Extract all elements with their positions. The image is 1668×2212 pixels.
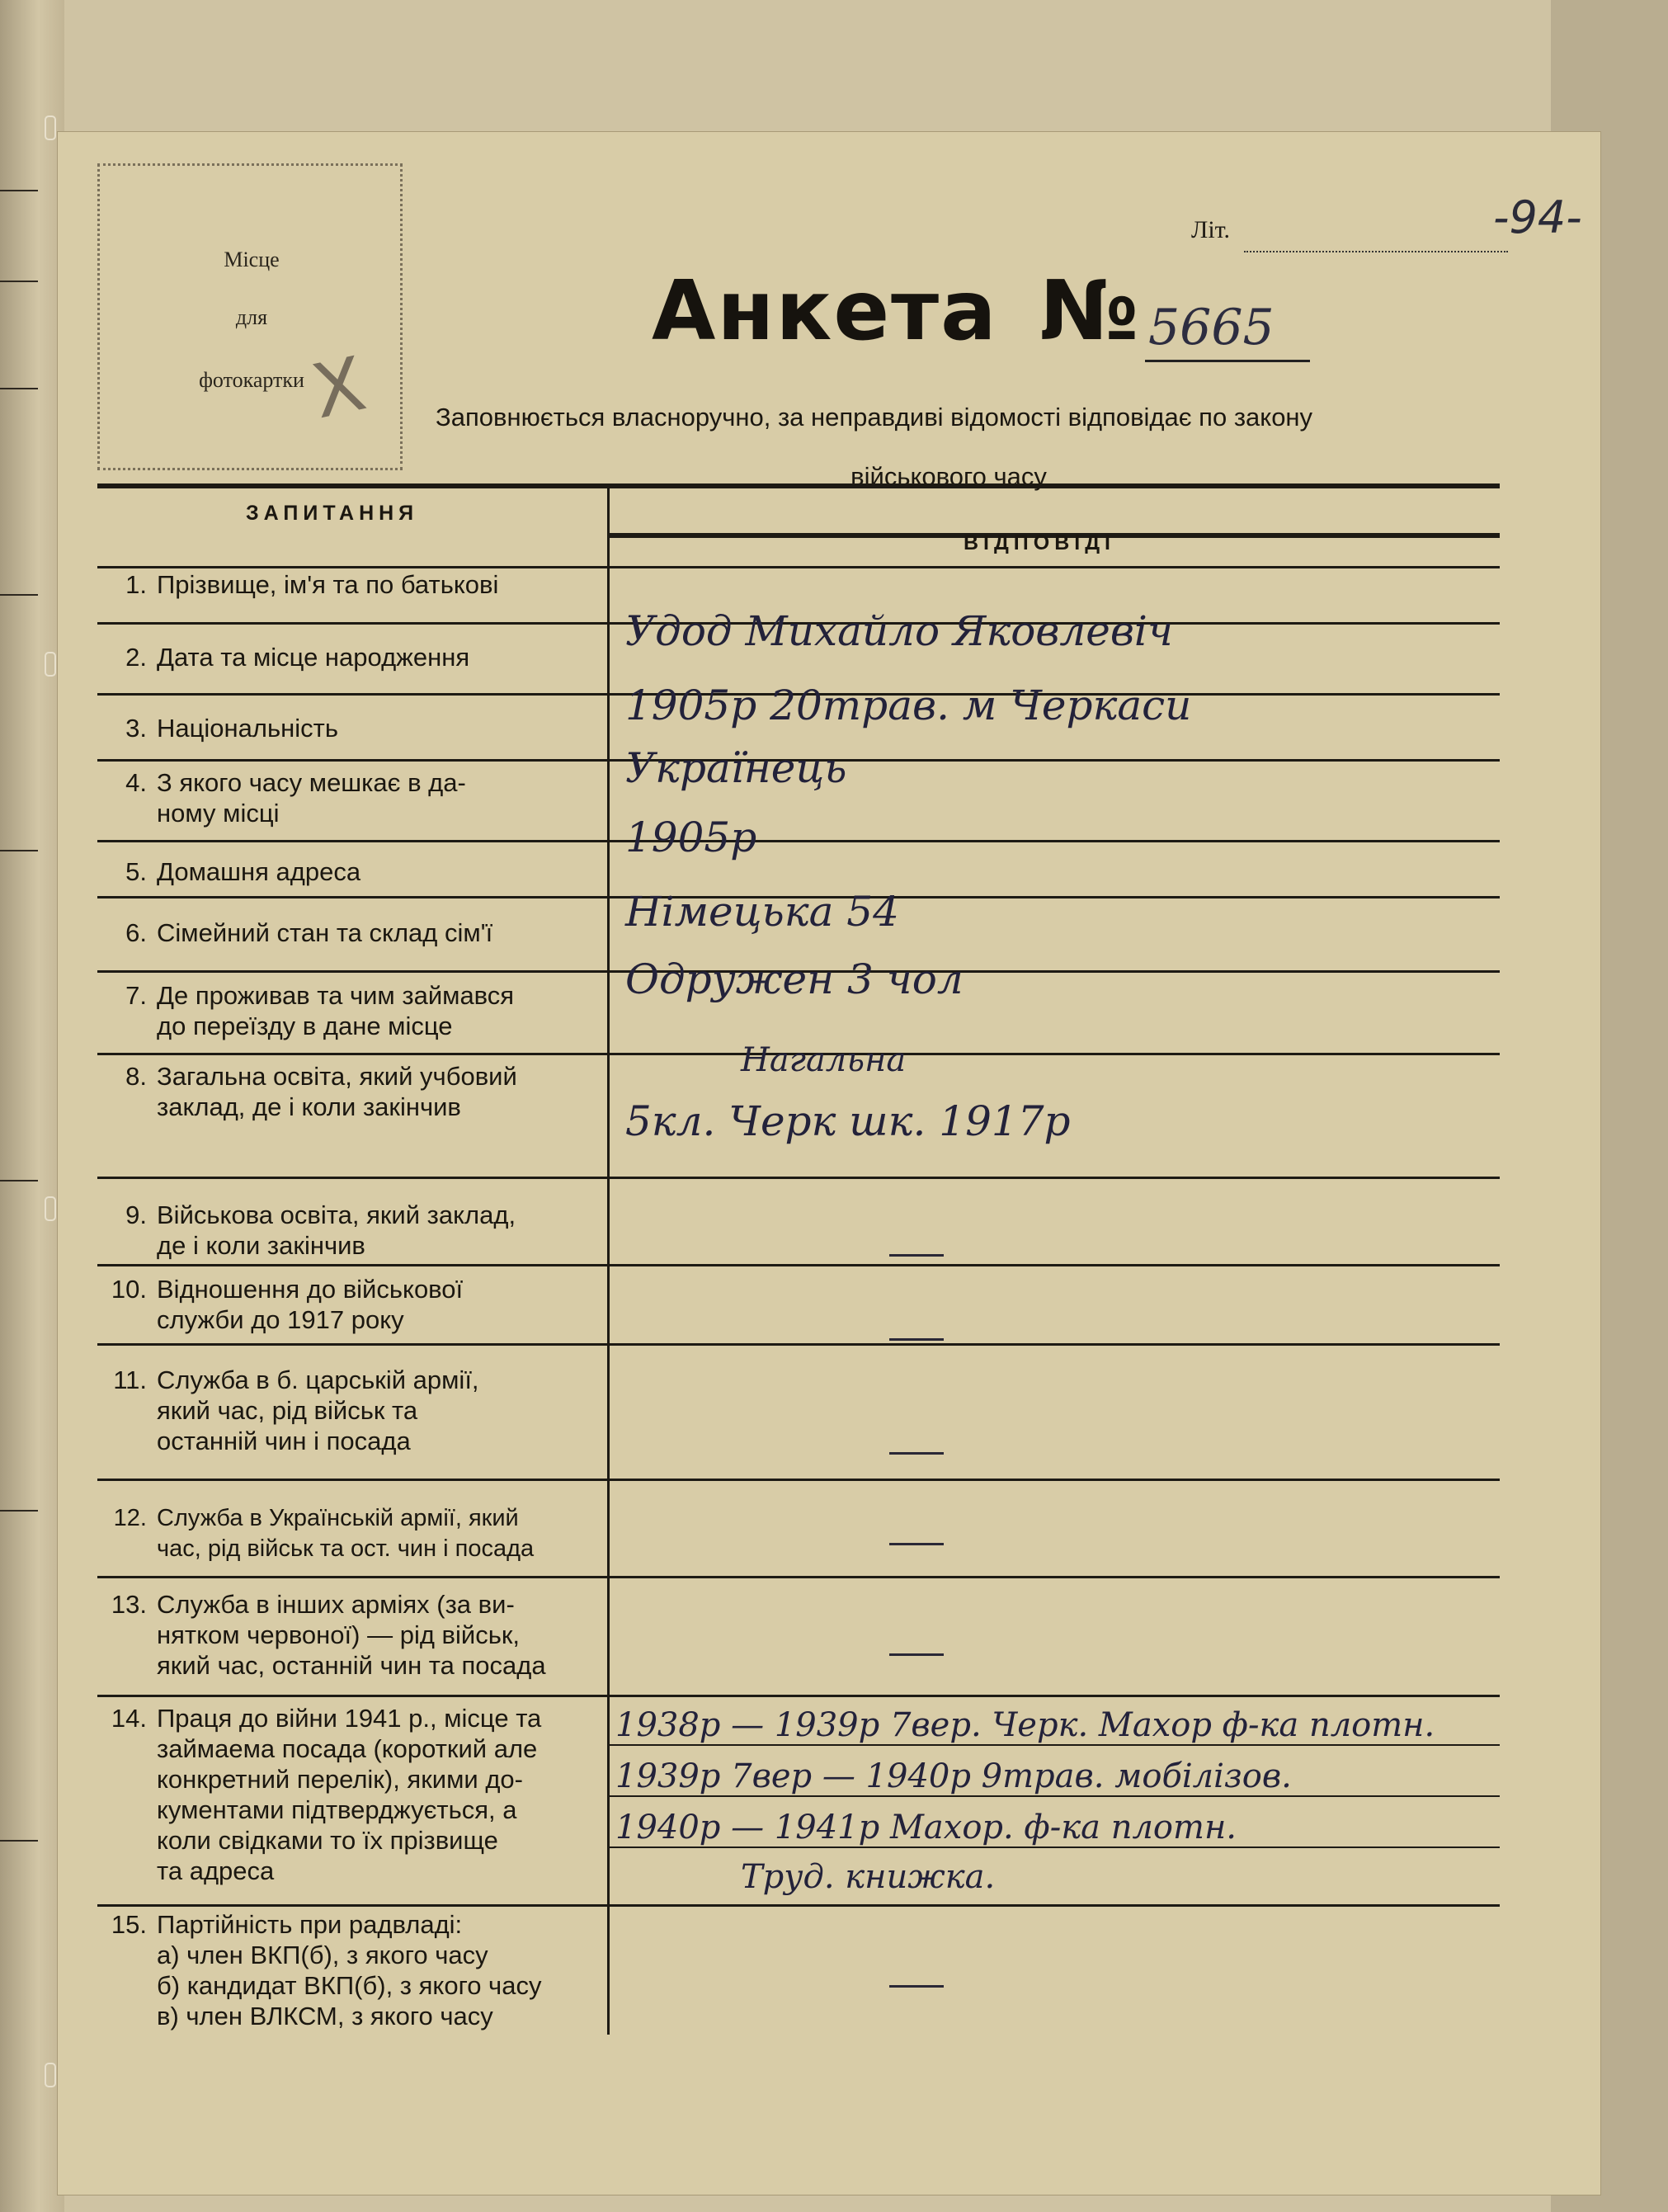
binding-stitch xyxy=(45,1196,56,1221)
spine-rule xyxy=(0,1180,38,1181)
answer-14-line2: 1939р 7вер — 1940р 9трав. мобілізов. xyxy=(615,1757,1292,1795)
question-text: нятком червоної) — рід військ, xyxy=(157,1620,521,1649)
question-number: 6. xyxy=(125,918,147,947)
question-number: 5. xyxy=(125,857,147,886)
question-text: ному місці xyxy=(157,799,280,828)
question-text: до переїзду в дане місце xyxy=(157,1012,453,1040)
question-number: 9. xyxy=(125,1200,147,1229)
answer-13-dash xyxy=(889,1653,944,1656)
question-number: 15. xyxy=(111,1910,147,1939)
question-text: Прізвище, ім'я та по батькові xyxy=(157,570,499,599)
row-divider xyxy=(97,1695,1500,1697)
question-text: час, рід військ та ост. чин і посада xyxy=(157,1535,535,1562)
question-number: 14. xyxy=(111,1704,147,1733)
answer-14-line1: 1938р — 1939р 7вер. Черк. Махор ф-ка плотн. xyxy=(615,1706,1435,1744)
question-text: де і коли закінчив xyxy=(157,1231,365,1260)
answer-15-dash xyxy=(889,1985,944,1988)
question-text: конкретний перелік), якими до- xyxy=(157,1765,523,1794)
question-text: а) член ВКП(б), з якого часу xyxy=(157,1941,488,1969)
spine-rule xyxy=(0,594,38,596)
instruction-line1: Заповнюється власноручно, за неправдиві відомості відповідає по закону xyxy=(436,403,1313,432)
question-10 xyxy=(97,1274,592,1335)
question-number: 13. xyxy=(111,1590,147,1619)
page-number: -94- xyxy=(1493,191,1582,243)
pencil-cross-mark: X xyxy=(304,340,373,436)
row-divider xyxy=(97,1479,1500,1481)
spine-rule xyxy=(0,388,38,389)
row-divider xyxy=(97,1343,1500,1346)
question-text: Національність xyxy=(157,714,338,743)
answer-8-line2: 5кл. Черк шк. 1917р xyxy=(625,1097,1071,1145)
photo-label-line3: фотокартки xyxy=(199,368,304,392)
answer-rule xyxy=(609,1795,1500,1797)
answer-14-line4: Труд. книжка. xyxy=(741,1858,996,1896)
binding-stitch xyxy=(45,116,56,140)
question-text: та адреса xyxy=(157,1856,275,1885)
question-text: кументами підтверджується, а xyxy=(157,1795,517,1824)
question-15 xyxy=(97,1909,592,2031)
instruction-line2: військового часу xyxy=(850,462,1047,491)
answer-2: 1905р 20трав. м Черкаси xyxy=(625,682,1192,729)
question-text: Служба в б. царській армії, xyxy=(157,1365,479,1394)
question-11 xyxy=(97,1365,592,1456)
column-divider xyxy=(607,483,610,2035)
lit-label: Літ. xyxy=(1191,216,1231,243)
question-9 xyxy=(97,1200,592,1261)
question-12 xyxy=(97,1503,592,1564)
question-14 xyxy=(97,1703,592,1886)
answer-12-dash xyxy=(889,1543,944,1545)
question-8 xyxy=(97,1061,592,1122)
table-rule xyxy=(97,483,1500,488)
row-divider xyxy=(97,566,1500,568)
number-underline xyxy=(1145,360,1310,362)
question-number: 11. xyxy=(113,1365,147,1394)
binding-stitch xyxy=(45,2063,56,2087)
question-number: 3. xyxy=(125,714,147,743)
question-text: в) член ВЛКСМ, з якого часу xyxy=(157,2002,493,2030)
question-2 xyxy=(97,642,592,672)
question-1 xyxy=(97,569,592,600)
answer-5: Німецька 54 xyxy=(625,888,899,936)
form-title: Анкета xyxy=(652,262,998,359)
answer-1: Удод Михайло Яковлевіч xyxy=(625,607,1174,655)
question-number: 8. xyxy=(125,1062,147,1091)
answer-9-dash xyxy=(889,1254,944,1257)
answer-6: Одружен 3 чол xyxy=(625,955,964,1003)
spine-rule xyxy=(0,190,38,191)
photo-label-line1: Місце xyxy=(224,248,280,271)
spine-rule xyxy=(0,1510,38,1512)
question-text: який час, рід військ та xyxy=(157,1396,418,1425)
question-5 xyxy=(97,856,592,887)
question-text: Домашня адреса xyxy=(157,857,361,886)
question-text: Дата та місце народження xyxy=(157,643,470,672)
question-text: Відношення до військової xyxy=(157,1275,464,1304)
question-number: 2. xyxy=(125,643,147,672)
spine-rule xyxy=(0,850,38,851)
number-sign: № xyxy=(1039,262,1139,359)
answer-rule xyxy=(609,1744,1500,1746)
answer-10-dash xyxy=(889,1338,944,1341)
binding-spine xyxy=(0,0,64,2212)
question-7 xyxy=(97,980,592,1041)
question-number: 1. xyxy=(125,570,147,599)
question-text: служби до 1917 року xyxy=(157,1305,404,1334)
question-text: Праця до війни 1941 р., місце та xyxy=(157,1704,542,1733)
binding-stitch xyxy=(45,652,56,677)
question-text: Загальна освіта, який учбовий xyxy=(157,1062,517,1091)
question-3 xyxy=(97,713,592,743)
question-text: який час, останній чин та посада xyxy=(157,1651,546,1680)
answer-14-line3: 1940р — 1941р Махор. ф-ка плотн. xyxy=(615,1809,1237,1846)
question-6 xyxy=(97,917,592,948)
question-text: Військова освіта, який заклад, xyxy=(157,1200,516,1229)
question-text: коли свідками то їх прізвище xyxy=(157,1826,498,1855)
question-text: Служба в Українській армії, який xyxy=(157,1505,519,1531)
question-text: Сімейний стан та склад сім'ї xyxy=(157,918,493,947)
answer-11-dash xyxy=(889,1452,944,1455)
question-text: Де проживав та чим займався xyxy=(157,981,515,1010)
question-text: займаема посада (короткий але xyxy=(157,1734,538,1763)
answer-8-line1: Нагальна xyxy=(741,1041,907,1079)
question-13 xyxy=(97,1589,592,1681)
question-text: останній чин і посада xyxy=(157,1427,411,1455)
question-number: 12. xyxy=(113,1505,147,1531)
row-divider xyxy=(97,1177,1500,1179)
questions-header: ЗАПИТАННЯ xyxy=(246,502,419,525)
question-text: З якого часу мешкає в да- xyxy=(157,768,466,797)
form-number: 5665 xyxy=(1148,299,1275,356)
question-4 xyxy=(97,767,592,828)
answer-3: Українець xyxy=(625,744,847,792)
question-number: 10. xyxy=(111,1275,147,1304)
row-divider xyxy=(97,1264,1500,1266)
question-text: Служба в інших арміях (за ви- xyxy=(157,1590,515,1619)
answers-header: ВІДПОВІДІ xyxy=(964,531,1115,554)
question-number: 7. xyxy=(125,981,147,1010)
spine-rule xyxy=(0,281,38,282)
answer-4: 1905р xyxy=(625,814,757,861)
question-text: б) кандидат ВКП(б), з якого часу xyxy=(157,1971,542,2000)
lit-field xyxy=(1244,251,1508,252)
spine-rule xyxy=(0,1840,38,1842)
question-text: Партійність при радвладі: xyxy=(157,1910,463,1939)
photo-label-line2: для xyxy=(235,305,268,329)
row-divider xyxy=(97,1576,1500,1578)
row-divider xyxy=(97,1904,1500,1907)
answer-rule xyxy=(609,1846,1500,1848)
question-text: заклад, де і коли закінчив xyxy=(157,1092,461,1121)
question-number: 4. xyxy=(125,768,147,797)
